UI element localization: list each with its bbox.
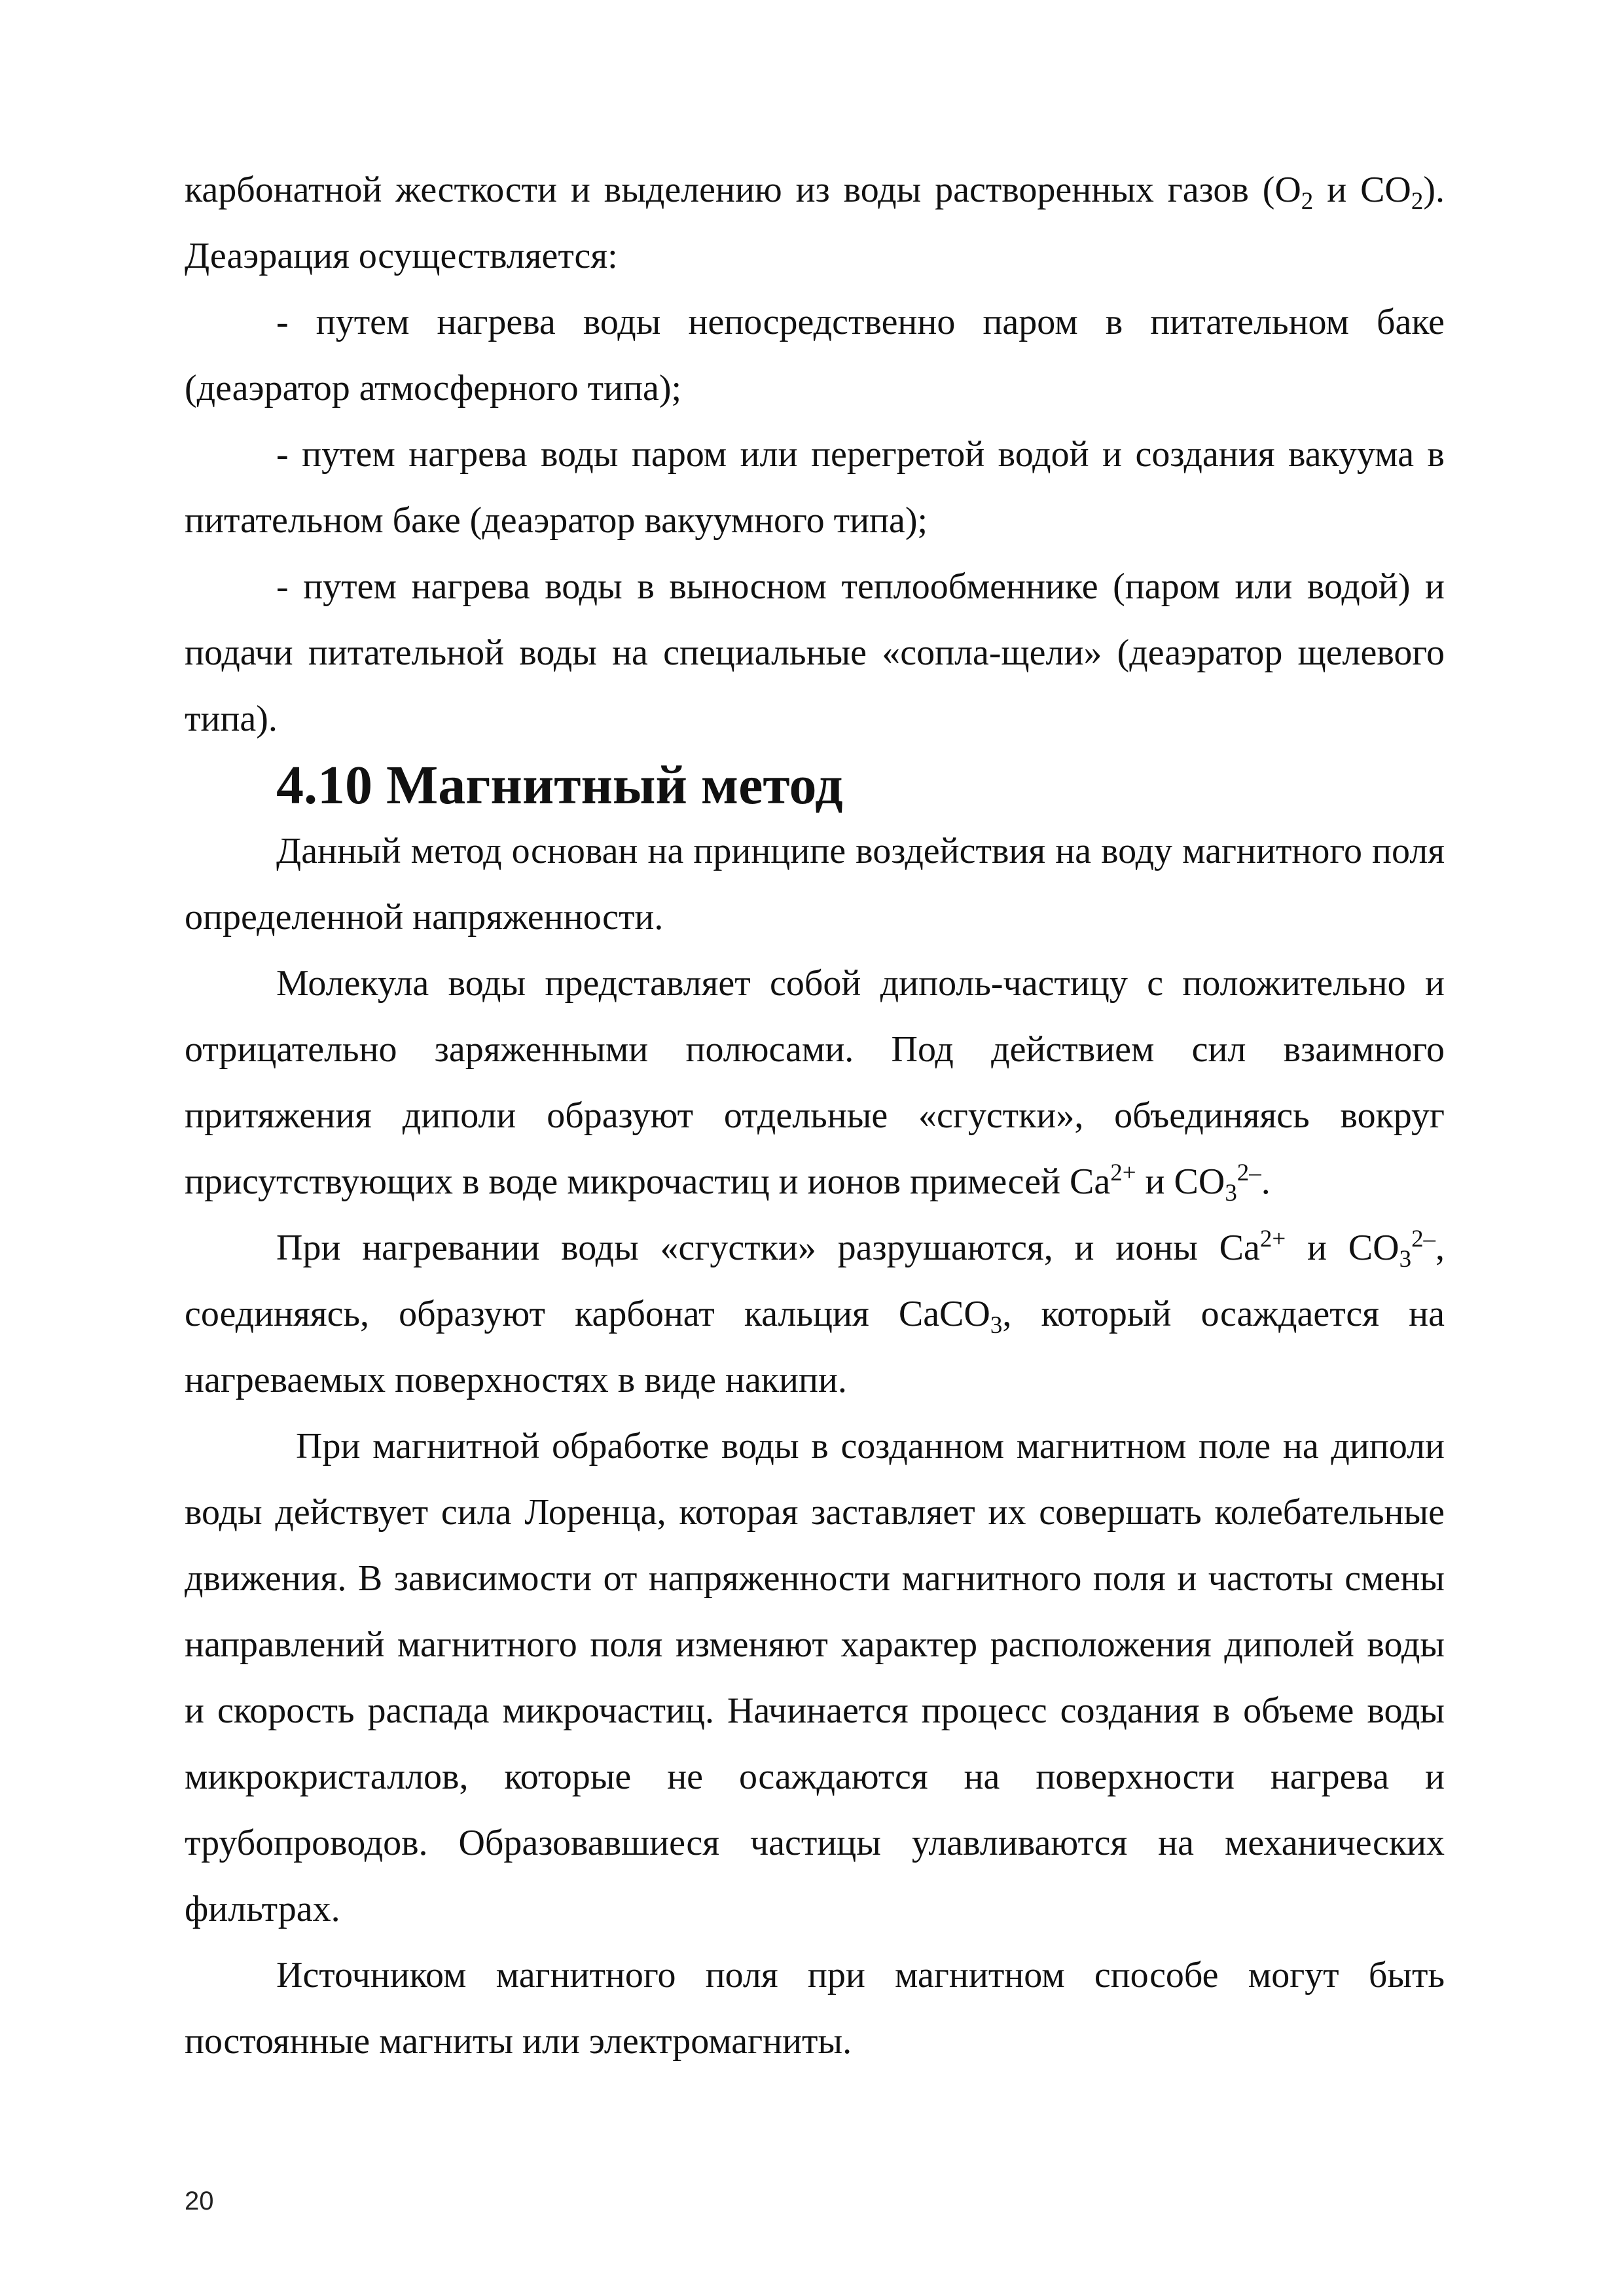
superscript: 2– (1236, 1158, 1261, 1186)
text-run: и CO (1313, 170, 1411, 210)
text-run: и CO (1136, 1161, 1225, 1202)
text-run: Молекула воды представляет собой диполь-частицу с положительно и отрицательно заряженными полюсами. Под действием сил взаимного притяжения диполи образуют отдельные «сгустки», объединяясь вокруг присутствующих в воде микрочастиц и ионов примесей Ca (185, 963, 1445, 1202)
subscript: 2 (1411, 187, 1424, 215)
list-item-atmospheric: - путем нагрева воды непосредственно паром в питательном баке (деаэратор атмосферного типа); (185, 302, 1445, 409)
paragraph-dipole (185, 951, 1445, 1215)
paragraph-heating (185, 1215, 1445, 1413)
text-run: , соединяясь, образуют карбонат кальция CaCO (185, 1228, 1445, 1334)
list-item-vacuum: - путем нагрева воды паром или перегретой водой и создания вакуума в питательном баке (деаэратор вакуумного типа); (185, 434, 1445, 541)
superscript: 2+ (1110, 1158, 1136, 1186)
text-run: и CO (1286, 1228, 1399, 1268)
document-body (185, 157, 1445, 2075)
subscript: 3 (1399, 1245, 1412, 1273)
superscript: 2+ (1259, 1224, 1286, 1252)
paragraph-method-basis: Данный метод основан на принципе воздействия на воду магнитного поля определенной напряженности. (185, 831, 1445, 938)
page-number: 20 (185, 2187, 214, 2215)
section-heading: 4.10 Магнитный метод (276, 755, 843, 816)
text-run: карбонатной жесткости и выделению из воды растворенных газов (O (185, 170, 1301, 210)
subscript: 2 (1301, 187, 1314, 215)
text-run: . (1261, 1161, 1271, 1202)
text-run: При нагревании воды «сгустки» разрушаются, и ионы Ca (276, 1228, 1260, 1268)
superscript: 2– (1411, 1224, 1436, 1252)
paragraph-magnetic-treatment: При магнитной обработке воды в созданном магнитном поле на диполи воды действует сила Лоренца, которая заставляет их совершать колебательные движения. В зависимости от напряженности магнитного поля и частоты смены направлений магнитного поля изменяют характер расположения диполей воды и скорость распада микрочастиц. Начинается процесс создания в объеме воды микрокристаллов, которые не осаждаются на поверхности нагрева и трубопроводов. Образовавшиеся частицы улавливаются на механических фильтрах. (185, 1426, 1445, 1929)
subscript: 3 (990, 1311, 1003, 1339)
paragraph-deaeration-intro (185, 157, 1445, 289)
text-run: ). Деаэрация осуществляется: (185, 170, 1445, 276)
subscript: 3 (1225, 1179, 1237, 1207)
paragraph-field-source: Источником магнитного поля при магнитном способе могут быть постоянные магниты или электромагниты. (185, 1955, 1445, 2062)
list-item-slot: - путем нагрева воды в выносном теплообменнике (паром или водой) и подачи питательной воды на специальные «сопла-щели» (деаэратор щелевого типа). (185, 566, 1445, 739)
text-run: , который осаждается на нагреваемых поверхностях в виде накипи. (185, 1294, 1445, 1400)
